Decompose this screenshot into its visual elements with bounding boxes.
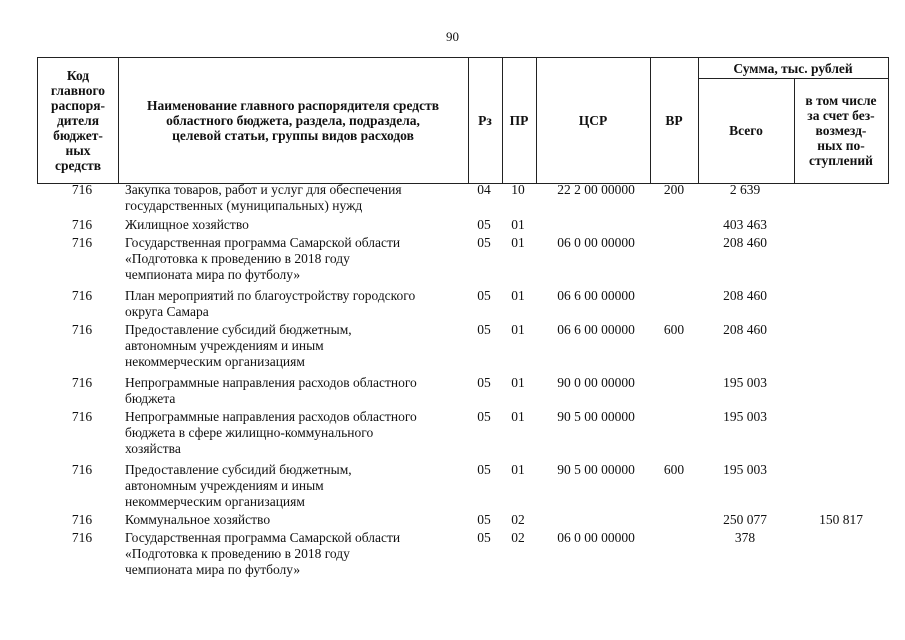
row-rz: 05 xyxy=(477,288,491,303)
header-pr: ПР xyxy=(509,113,529,128)
row-total: 195 003 xyxy=(723,409,767,424)
row-rz: 05 xyxy=(477,409,491,424)
row-code: 716 xyxy=(71,288,93,303)
row-pr: 01 xyxy=(511,288,525,303)
header-name: Наименование главного распорядителя средств областного бюджета, раздела, подраздела, целевой статьи, группы видов расходов xyxy=(146,98,439,143)
row-name: Непрограммные направления расходов областного бюджета в сфере жилищно-коммунального хозяйства xyxy=(125,409,417,456)
row-free-receipts: 150 817 xyxy=(819,512,863,527)
row-total: 208 460 xyxy=(723,288,767,303)
row-name: Жилищное хозяйство xyxy=(125,217,249,232)
row-pr: 01 xyxy=(511,462,525,477)
row-total: 403 463 xyxy=(723,217,767,232)
row-csr: 90 0 00 00000 xyxy=(557,375,635,390)
row-name: Коммунальное хозяйство xyxy=(125,512,271,527)
row-csr: 06 0 00 00000 xyxy=(557,530,635,545)
row-pr: 01 xyxy=(511,235,525,250)
row-csr: 90 5 00 00000 xyxy=(557,409,635,424)
header-code: Код главного распоря- дителя бюджет- ных средств xyxy=(50,68,106,173)
row-pr: 01 xyxy=(511,217,525,232)
row-code: 716 xyxy=(71,409,93,424)
row-rz: 05 xyxy=(477,235,491,250)
header-sum-group: Сумма, тыс. рублей xyxy=(733,60,853,76)
row-csr: 90 5 00 00000 xyxy=(557,462,635,477)
header-free: в том числе за счет без- возмезд- ных по- ступлений xyxy=(805,93,877,168)
row-pr: 02 xyxy=(511,512,525,527)
row-rz: 05 xyxy=(477,375,491,390)
row-vr: 200 xyxy=(663,182,685,197)
row-pr: 01 xyxy=(511,409,525,424)
row-rz: 04 xyxy=(477,182,491,197)
row-name: План мероприятий по благоустройству городского округа Самара xyxy=(125,288,416,319)
row-name: Государственная программа Самарской области «Подготовка к проведению в 2018 году чемпионата мира по футболу» xyxy=(125,530,401,577)
row-code: 716 xyxy=(71,235,93,250)
row-total: 208 460 xyxy=(723,322,767,337)
row-name: Закупка товаров, работ и услуг для обеспечения государственных (муниципальных) нужд xyxy=(125,182,402,213)
table-header xyxy=(37,57,889,184)
row-rz: 05 xyxy=(477,462,491,477)
row-rz: 05 xyxy=(477,512,491,527)
row-pr: 01 xyxy=(511,375,525,390)
row-code: 716 xyxy=(71,322,93,337)
row-pr: 02 xyxy=(511,530,525,545)
row-code: 716 xyxy=(71,462,93,477)
header-csr: ЦСР xyxy=(578,113,608,128)
row-rz: 05 xyxy=(477,322,491,337)
row-total: 195 003 xyxy=(723,462,767,477)
row-vr: 600 xyxy=(663,322,685,337)
page-number: 90 xyxy=(446,29,459,44)
row-code: 716 xyxy=(71,375,93,390)
row-pr: 10 xyxy=(511,182,525,197)
row-name: Предоставление субсидий бюджетным, автономным учреждениям и иным некоммерческим организациям xyxy=(125,322,352,369)
row-name: Непрограммные направления расходов областного бюджета xyxy=(125,375,417,406)
header-vr: ВР xyxy=(665,113,683,128)
row-code: 716 xyxy=(71,512,93,527)
header-total: Всего xyxy=(729,123,763,138)
row-rz: 05 xyxy=(477,530,491,545)
row-name: Предоставление субсидий бюджетным, автономным учреждениям и иным некоммерческим организациям xyxy=(125,462,352,509)
row-code: 716 xyxy=(71,182,93,197)
row-csr: 06 0 00 00000 xyxy=(557,235,635,250)
row-total: 2 639 xyxy=(729,182,761,197)
row-rz: 05 xyxy=(477,217,491,232)
row-csr: 22 2 00 00000 xyxy=(557,182,635,197)
row-total: 378 xyxy=(734,530,756,545)
row-csr: 06 6 00 00000 xyxy=(557,322,635,337)
header-rz: Рз xyxy=(478,113,492,128)
row-code: 716 xyxy=(71,530,93,545)
row-pr: 01 xyxy=(511,322,525,337)
row-csr: 06 6 00 00000 xyxy=(557,288,635,303)
row-total: 208 460 xyxy=(723,235,767,250)
row-total: 195 003 xyxy=(723,375,767,390)
row-total: 250 077 xyxy=(723,512,767,527)
row-code: 716 xyxy=(71,217,93,232)
row-name: Государственная программа Самарской области «Подготовка к проведению в 2018 году чемпионата мира по футболу» xyxy=(125,235,401,282)
row-vr: 600 xyxy=(663,462,685,477)
